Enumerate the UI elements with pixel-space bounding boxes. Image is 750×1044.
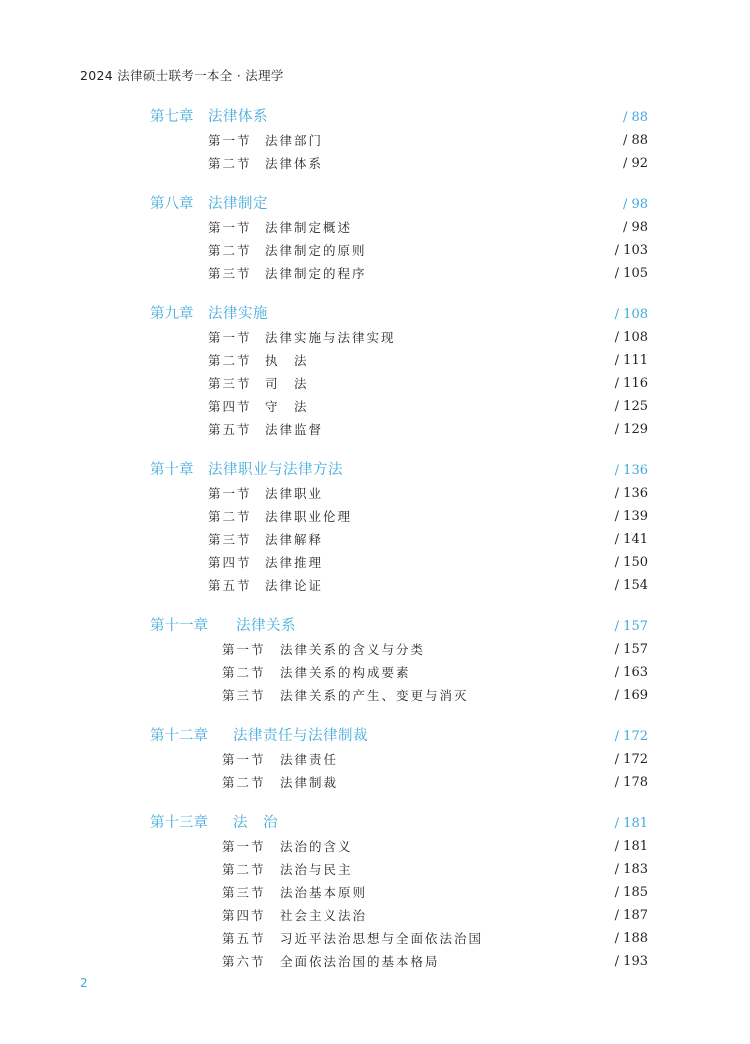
chapter-number: 第十章 xyxy=(150,462,194,478)
section-title: 法律关系的产生、变更与消灭 xyxy=(280,688,469,703)
running-header: 2024 法律硕士联考一本全 · 法理学 xyxy=(80,68,284,83)
section-number: 第四节 xyxy=(208,555,252,570)
section-number: 第二节 xyxy=(208,509,252,524)
chapter-number: 第八章 xyxy=(150,196,194,212)
section-title: 法治与民主 xyxy=(280,862,353,877)
section-entry[interactable] xyxy=(150,684,648,707)
section-page: / 181 xyxy=(614,839,648,854)
section-title: 法治基本原则 xyxy=(280,885,368,900)
section-title: 法律责任 xyxy=(280,752,339,767)
section-page: / 157 xyxy=(614,642,648,657)
section-page: / 150 xyxy=(614,555,648,570)
section-page: / 88 xyxy=(622,133,648,148)
section-title: 法律制裁 xyxy=(280,775,339,790)
section-title: 全面依法治国的基本格局 xyxy=(280,954,440,969)
section-page: / 92 xyxy=(622,156,648,171)
section-title: 法律解释 xyxy=(265,532,324,547)
section-number: 第二节 xyxy=(208,353,252,368)
section-title: 法律职业伦理 xyxy=(265,509,353,524)
chapter-heading[interactable] xyxy=(150,725,648,748)
section-page: / 129 xyxy=(614,422,648,437)
section-page: / 178 xyxy=(614,775,648,790)
section-entry[interactable] xyxy=(150,881,648,904)
section-page: / 163 xyxy=(614,665,648,680)
section-page: / 98 xyxy=(622,220,648,235)
chapter-number: 第十一章 xyxy=(150,618,208,634)
chapter-page: / 88 xyxy=(622,110,648,125)
section-title: 法治的含义 xyxy=(280,839,353,854)
section-number: 第三节 xyxy=(208,376,252,391)
section-page: / 136 xyxy=(614,486,648,501)
chapter-page: / 108 xyxy=(614,307,648,322)
section-number: 第一节 xyxy=(208,133,252,148)
section-entry[interactable] xyxy=(150,262,648,285)
section-number: 第二节 xyxy=(222,775,266,790)
section-page: / 169 xyxy=(614,688,648,703)
section-title: 社会主义法治 xyxy=(280,908,368,923)
section-page: / 116 xyxy=(614,376,648,391)
section-entry[interactable] xyxy=(150,505,648,528)
section-entry[interactable] xyxy=(150,638,648,661)
section-title: 法律论证 xyxy=(265,578,324,593)
section-title: 法律体系 xyxy=(265,156,324,171)
chapter-title: 法律关系 xyxy=(236,618,296,634)
section-title: 法律实施与法律实现 xyxy=(265,330,396,345)
chapter-7 xyxy=(150,106,648,175)
section-title: 法律监督 xyxy=(265,422,324,437)
section-number: 第三节 xyxy=(208,532,252,547)
chapter-title: 法律实施 xyxy=(208,306,268,322)
section-entry[interactable] xyxy=(150,395,648,418)
section-title: 习近平法治思想与全面依法治国 xyxy=(280,931,484,946)
chapter-number: 第九章 xyxy=(150,306,194,322)
section-page: / 187 xyxy=(614,908,648,923)
chapter-number: 第七章 xyxy=(150,109,194,125)
section-entry[interactable] xyxy=(150,152,648,175)
section-entry[interactable] xyxy=(150,835,648,858)
section-page: / 183 xyxy=(614,862,648,877)
section-number: 第四节 xyxy=(222,908,266,923)
section-entry[interactable] xyxy=(150,904,648,927)
section-number: 第五节 xyxy=(208,578,252,593)
chapter-11 xyxy=(150,615,648,707)
section-page: / 139 xyxy=(614,509,648,524)
section-number: 第一节 xyxy=(208,330,252,345)
section-entry[interactable] xyxy=(150,349,648,372)
section-page: / 103 xyxy=(614,243,648,258)
section-page: / 172 xyxy=(614,752,648,767)
section-page: / 125 xyxy=(614,399,648,414)
section-title: 守 法 xyxy=(265,399,309,414)
section-entry[interactable] xyxy=(150,927,648,950)
chapter-title: 法律体系 xyxy=(208,109,268,125)
section-entry[interactable] xyxy=(150,950,648,973)
section-entry[interactable] xyxy=(150,858,648,881)
section-page: / 185 xyxy=(614,885,648,900)
section-number: 第三节 xyxy=(208,266,252,281)
section-page: / 154 xyxy=(614,578,648,593)
section-entry[interactable] xyxy=(150,482,648,505)
chapter-page: / 136 xyxy=(614,463,648,478)
chapter-heading[interactable] xyxy=(150,812,648,835)
section-number: 第二节 xyxy=(222,862,266,877)
page-number: 2 xyxy=(80,976,88,990)
section-number: 第二节 xyxy=(208,243,252,258)
section-number: 第一节 xyxy=(222,839,266,854)
section-entry[interactable] xyxy=(150,129,648,152)
section-page: / 188 xyxy=(614,931,648,946)
section-entry[interactable] xyxy=(150,216,648,239)
section-entry[interactable] xyxy=(150,372,648,395)
chapter-heading[interactable] xyxy=(150,615,648,638)
chapter-page: / 172 xyxy=(614,729,648,744)
section-number: 第二节 xyxy=(208,156,252,171)
section-number: 第一节 xyxy=(208,220,252,235)
section-entry[interactable] xyxy=(150,551,648,574)
section-page: / 193 xyxy=(614,954,648,969)
chapter-13 xyxy=(150,812,648,973)
section-title: 法律职业 xyxy=(265,486,324,501)
section-number: 第四节 xyxy=(208,399,252,414)
section-number: 第一节 xyxy=(208,486,252,501)
section-number: 第二节 xyxy=(222,665,266,680)
chapter-title: 法律制定 xyxy=(208,196,268,212)
chapter-page: / 98 xyxy=(622,197,648,212)
section-number: 第五节 xyxy=(222,931,266,946)
section-entry[interactable] xyxy=(150,574,648,597)
chapter-heading[interactable] xyxy=(150,303,648,326)
section-title: 执 法 xyxy=(265,353,309,368)
section-number: 第三节 xyxy=(222,885,266,900)
chapter-12 xyxy=(150,725,648,794)
chapter-number: 第十二章 xyxy=(150,728,208,744)
chapter-title: 法律职业与法律方法 xyxy=(208,462,343,478)
section-entry[interactable] xyxy=(150,771,648,794)
section-number: 第一节 xyxy=(222,752,266,767)
section-page: / 108 xyxy=(614,330,648,345)
section-entry[interactable] xyxy=(150,661,648,684)
chapter-title: 法律责任与法律制裁 xyxy=(233,728,368,744)
section-number: 第三节 xyxy=(222,688,266,703)
chapter-number: 第十三章 xyxy=(150,815,208,831)
section-entry[interactable] xyxy=(150,326,648,349)
chapter-page: / 181 xyxy=(614,816,648,831)
chapter-8 xyxy=(150,193,648,285)
section-title: 法律推理 xyxy=(265,555,324,570)
section-title: 法律关系的含义与分类 xyxy=(280,642,426,657)
section-entry[interactable] xyxy=(150,418,648,441)
section-entry[interactable] xyxy=(150,748,648,771)
chapter-heading[interactable] xyxy=(150,193,648,216)
section-entry[interactable] xyxy=(150,528,648,551)
chapter-page: / 157 xyxy=(614,619,648,634)
chapter-9 xyxy=(150,303,648,441)
section-title: 法律制定的程序 xyxy=(265,266,367,281)
section-page: / 141 xyxy=(614,532,648,547)
section-title: 法律制定的原则 xyxy=(265,243,367,258)
section-title: 法律关系的构成要素 xyxy=(280,665,411,680)
section-number: 第六节 xyxy=(222,954,266,969)
section-number: 第一节 xyxy=(222,642,266,657)
chapter-heading[interactable] xyxy=(150,459,648,482)
section-title: 法律部门 xyxy=(265,133,324,148)
chapter-10 xyxy=(150,459,648,597)
section-page: / 105 xyxy=(614,266,648,281)
table-of-contents xyxy=(150,106,648,991)
chapter-heading[interactable] xyxy=(150,106,648,129)
section-entry[interactable] xyxy=(150,239,648,262)
section-title: 司 法 xyxy=(265,376,309,391)
section-page: / 111 xyxy=(614,353,648,368)
section-number: 第五节 xyxy=(208,422,252,437)
chapter-title: 法 治 xyxy=(233,815,278,831)
section-title: 法律制定概述 xyxy=(265,220,353,235)
